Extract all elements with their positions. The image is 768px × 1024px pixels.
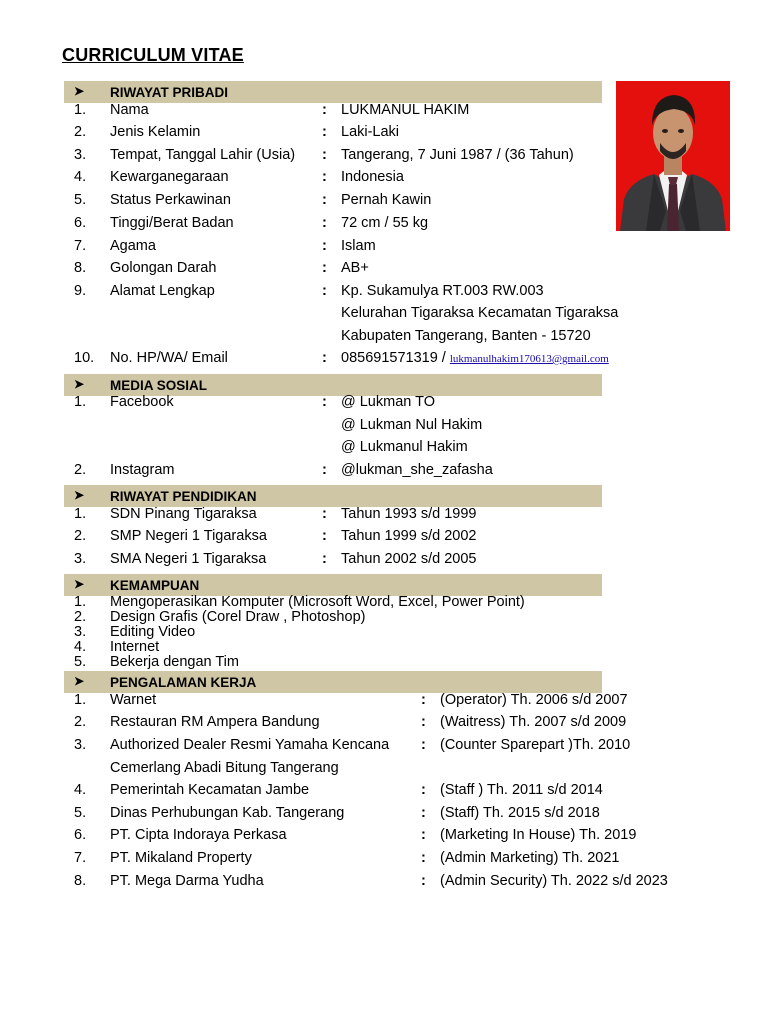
row-label: PT. Mega Darma Yudha: [110, 873, 264, 889]
row-label: SMP Negeri 1 Tigaraksa: [110, 528, 267, 544]
row-colon: :: [322, 350, 327, 366]
row-colon: :: [322, 192, 327, 208]
row-colon: :: [421, 692, 426, 708]
section-title: RIWAYAT PENDIDIKAN: [110, 489, 257, 504]
row-label: Dinas Perhubungan Kab. Tangerang: [110, 805, 345, 821]
row-label: Golongan Darah: [110, 260, 217, 276]
row-label: Restauran RM Ampera Bandung: [110, 714, 320, 730]
arrow-bullet-icon: ➤: [74, 674, 85, 688]
row-colon: :: [322, 102, 327, 118]
row-value: (Marketing In House) Th. 2019: [440, 827, 637, 843]
instagram-account: @lukman_she_zafasha: [341, 462, 493, 478]
row-colon: :: [421, 827, 426, 843]
row-value: Tahun 1993 s/d 1999: [341, 506, 477, 522]
row-number: 1.: [74, 394, 87, 410]
row-value: 72 cm / 55 kg: [341, 215, 429, 231]
row-label: Nama: [110, 102, 149, 118]
row-value: Kp. Sukamulya RT.003 RW.003: [341, 283, 544, 299]
row-label: PT. Cipta Indoraya Perkasa: [110, 827, 287, 843]
row-value: Tahun 2002 s/d 2005: [341, 551, 477, 567]
row-label: PT. Mikaland Property: [110, 850, 252, 866]
row-colon: :: [322, 215, 327, 231]
row-number: 2.: [74, 714, 87, 730]
row-number: 7.: [74, 238, 87, 254]
row-value: (Operator) Th. 2006 s/d 2007: [440, 692, 628, 708]
row-colon: :: [322, 238, 327, 254]
row-number: 3.: [74, 551, 87, 567]
row-label: SMA Negeri 1 Tigaraksa: [110, 551, 267, 567]
row-label: Instagram: [110, 462, 175, 478]
document-title: CURRICULUM VITAE: [62, 45, 244, 65]
row-number: 5.: [74, 654, 87, 670]
row-label: Cemerlang Abadi Bitung Tangerang: [110, 760, 339, 776]
row-number: 2.: [74, 124, 87, 140]
row-value: (Counter Sparepart )Th. 2010: [440, 737, 631, 753]
row-label: Warnet: [110, 692, 157, 708]
row-label: Pemerintah Kecamatan Jambe: [110, 782, 310, 798]
row-number: 6.: [74, 827, 87, 843]
email-link[interactable]: lukmanulhakim170613@gmail.com: [449, 353, 609, 365]
row-label: SDN Pinang Tigaraksa: [110, 506, 257, 522]
row-value: Islam: [341, 238, 376, 254]
row-value: Tangerang, 7 Juni 1987 / (36 Tahun): [341, 147, 574, 163]
section-title: KEMAMPUAN: [110, 578, 200, 593]
row-label: Editing Video: [110, 624, 196, 640]
arrow-bullet-icon: ➤: [74, 84, 85, 98]
row-colon: :: [421, 850, 426, 866]
row-colon: :: [421, 782, 426, 798]
row-label: Jenis Kelamin: [110, 124, 201, 140]
phone-number: 085691571319 /: [341, 350, 450, 366]
row-number: 5.: [74, 192, 87, 208]
row-label: Bekerja dengan Tim: [110, 654, 239, 670]
row-number: 8.: [74, 873, 87, 889]
row-value: AB+: [341, 260, 369, 276]
facebook-account: @ Lukmanul Hakim: [341, 439, 468, 455]
row-colon: :: [421, 873, 426, 889]
row-number: 1.: [74, 692, 87, 708]
row-colon: :: [322, 506, 327, 522]
row-number: 5.: [74, 805, 87, 821]
arrow-bullet-icon: ➤: [74, 488, 85, 502]
row-number: 4.: [74, 639, 87, 655]
row-number: 1.: [74, 594, 87, 610]
row-label: Alamat Lengkap: [110, 283, 215, 299]
row-colon: :: [421, 737, 426, 753]
row-label: Authorized Dealer Resmi Yamaha Kencana: [110, 737, 390, 753]
row-label: Tempat, Tanggal Lahir (Usia): [110, 147, 296, 163]
row-colon: :: [322, 462, 327, 478]
row-label: No. HP/WA/ Email: [110, 350, 228, 366]
row-value: (Waitress) Th. 2007 s/d 2009: [440, 714, 627, 730]
row-value: Tahun 1999 s/d 2002: [341, 528, 477, 544]
row-number: 1.: [74, 102, 87, 118]
row-colon: :: [322, 394, 327, 410]
profile-photo: [616, 81, 730, 231]
facebook-account: @ Lukman Nul Hakim: [341, 417, 483, 433]
section-title: MEDIA SOSIAL: [110, 378, 208, 393]
row-number: 7.: [74, 850, 87, 866]
row-number: 3.: [74, 737, 87, 753]
row-label: Status Perkawinan: [110, 192, 231, 208]
arrow-bullet-icon: ➤: [74, 377, 85, 391]
row-value: Indonesia: [341, 169, 404, 185]
row-number: 2.: [74, 609, 87, 625]
row-value: (Admin Security) Th. 2022 s/d 2023: [440, 873, 668, 889]
row-number: 2.: [74, 528, 87, 544]
row-label: Design Grafis (Corel Draw , Photoshop): [110, 609, 366, 625]
row-label: Facebook: [110, 394, 174, 410]
row-number: 10.: [74, 350, 95, 366]
row-number: 3.: [74, 624, 87, 640]
row-number: 1.: [74, 506, 87, 522]
row-label: Kewarganegaraan: [110, 169, 229, 185]
row-colon: :: [421, 805, 426, 821]
section-title: PENGALAMAN KERJA: [110, 675, 257, 690]
row-value: Pernah Kawin: [341, 192, 432, 208]
row-colon: :: [322, 283, 327, 299]
row-number: 9.: [74, 283, 87, 299]
row-number: 3.: [74, 147, 87, 163]
row-colon: :: [322, 551, 327, 567]
row-value: (Admin Marketing) Th. 2021: [440, 850, 620, 866]
person-portrait-icon: [616, 81, 730, 231]
row-colon: :: [322, 528, 327, 544]
section-title: RIWAYAT PRIBADI: [110, 85, 229, 100]
row-colon: :: [322, 260, 327, 276]
row-number: 4.: [74, 169, 87, 185]
row-number: 6.: [74, 215, 87, 231]
row-value: (Staff ) Th. 2011 s/d 2014: [440, 782, 603, 798]
row-value: Laki-Laki: [341, 124, 400, 140]
facebook-account: @ Lukman TO: [341, 394, 435, 410]
section-header-kemampuan: [64, 574, 602, 596]
row-label: Tinggi/Berat Badan: [110, 215, 234, 231]
row-colon: :: [322, 124, 327, 140]
row-number: 4.: [74, 782, 87, 798]
arrow-bullet-icon: ➤: [74, 577, 85, 591]
row-label: Internet: [110, 639, 160, 655]
row-colon: :: [421, 714, 426, 730]
row-label: Agama: [110, 238, 156, 254]
row-colon: :: [322, 169, 327, 185]
row-colon: :: [322, 147, 327, 163]
row-number: 2.: [74, 462, 87, 478]
row-value: LUKMANUL HAKIM: [341, 102, 470, 118]
row-label: Mengoperasikan Komputer (Microsoft Word, Excel, Power Point): [110, 594, 525, 610]
row-number: 8.: [74, 260, 87, 276]
row-value: (Staff) Th. 2015 s/d 2018: [440, 805, 600, 821]
